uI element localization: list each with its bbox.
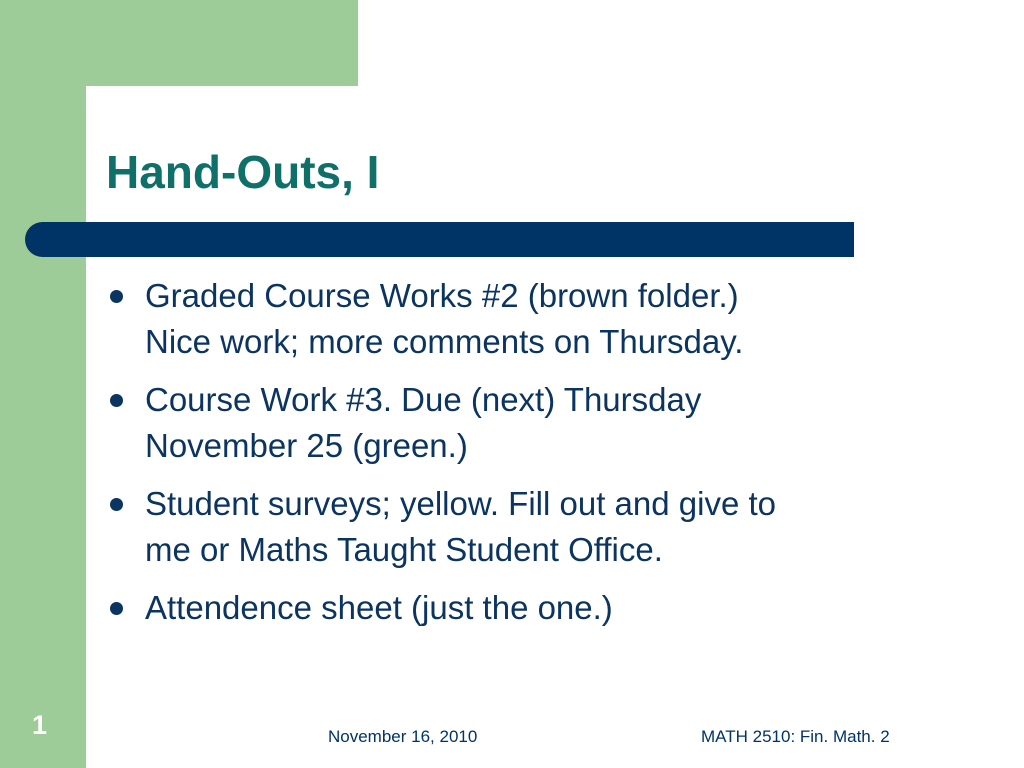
- bullet-line: November 25 (green.): [145, 427, 468, 464]
- bullet-item: [106, 273, 906, 365]
- slide-title: Hand-Outs, I: [106, 146, 380, 198]
- bullet-line: Graded Course Works #2 (brown folder.): [145, 277, 739, 314]
- bullet-item: [106, 585, 906, 631]
- bullet-line: me or Maths Taught Student Office.: [145, 531, 663, 568]
- rounded-corner-decoration: [86, 86, 146, 146]
- bullet-line: Attendence sheet (just the one.): [145, 589, 613, 626]
- bullet-dot-icon: [110, 498, 123, 511]
- bullet-list: [106, 273, 906, 643]
- green-side-panel: [0, 0, 86, 768]
- slide-number: 1: [32, 710, 48, 740]
- bullet-line: Course Work #3. Due (next) Thursday: [145, 381, 702, 418]
- bullet-line: Nice work; more comments on Thursday.: [145, 323, 744, 360]
- bullet-dot-icon: [110, 394, 123, 407]
- green-top-panel: [0, 0, 358, 86]
- bullet-dot-icon: [110, 290, 123, 303]
- bullet-dot-icon: [110, 602, 123, 615]
- bullet-item: [106, 481, 906, 573]
- bullet-line: Student surveys; yellow. Fill out and give to: [145, 485, 776, 522]
- title-divider-bar: [25, 222, 854, 257]
- footer-date: November 16, 2010: [328, 727, 478, 746]
- footer-course: MATH 2510: Fin. Math. 2: [701, 727, 890, 746]
- bullet-item: [106, 377, 906, 469]
